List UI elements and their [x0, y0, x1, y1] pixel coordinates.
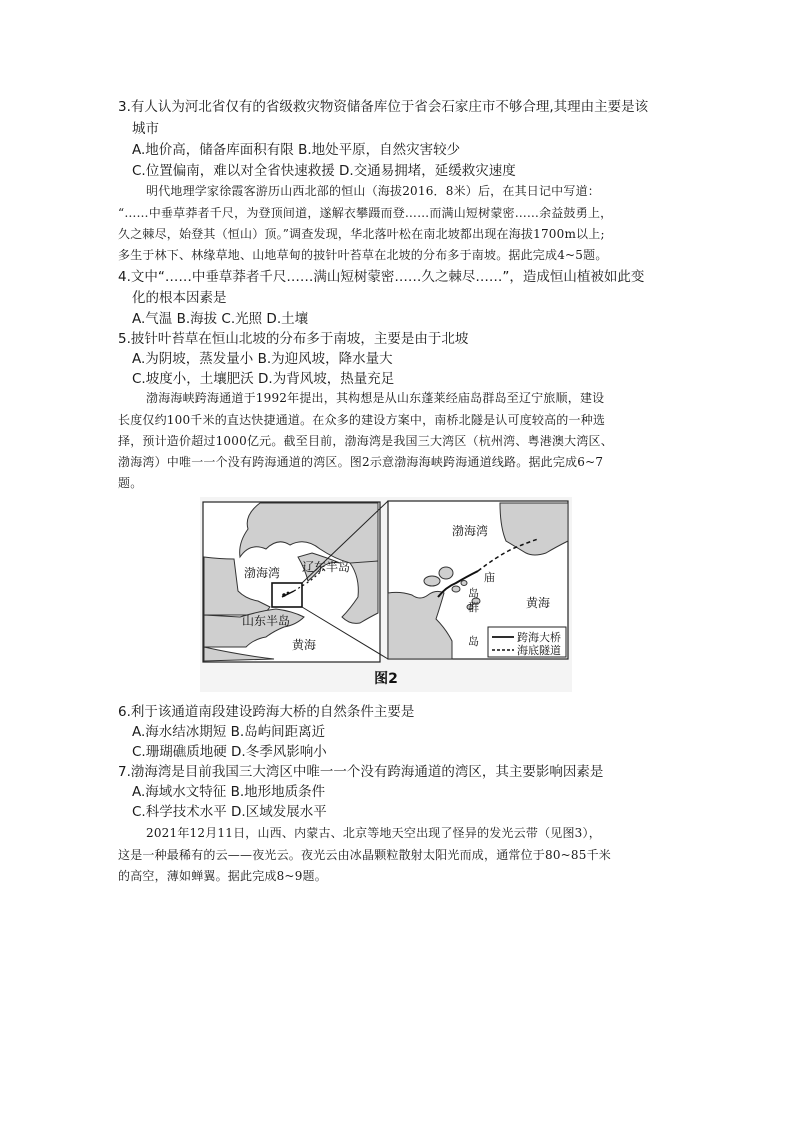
right-label-miao: 庙 [484, 571, 495, 584]
left-label-liaodong: 辽东半岛 [302, 560, 351, 574]
material-hengshan-line2: “……中垂草莽者千尺，为登顶间道，遂解衣攀蹑而登……而满山短树蒙密……余益鼓勇上， [118, 206, 613, 220]
q3-stem-line1: 3.有人认为河北省仅有的省级救灾物资储备库位于省会石家庄市不够合理,其理由主要是该 [118, 99, 649, 115]
right-map-panel [388, 501, 568, 659]
right-label-yellow-sea: 黄海 [526, 596, 551, 610]
material-cloud-line1: 2021年12月11日，山西、内蒙古、北京等地天空出现了怪异的发光云带（见图3）， [146, 826, 601, 840]
q5-stem: 5.披针叶苔草在恒山北坡的分布多于南坡，主要是由于北坡 [118, 331, 469, 347]
material-bohai-line4: 渤海湾）中唯一一个没有跨海通道的湾区。图2示意渤海海峡跨海通道线路。据此完成6~7 [118, 455, 604, 469]
material-bohai-line5: 题。 [118, 476, 143, 490]
right-label-dao2: 岛 [468, 635, 479, 648]
q4-options: A.气温 B.海拔 C.光照 D.土壤 [132, 311, 309, 327]
material-bohai-line1: 渤海海峡跨海通道于1992年提出，其构想是从山东蓬莱经庙岛群岛至辽宁旅顺，建设 [146, 391, 605, 405]
q3-options-cd: C.位置偏南，难以对全省快速救援 D.交通易拥堵，延缓救灾速度 [132, 163, 516, 179]
material-cloud-line2: 这是一种最稀有的云——夜光云。夜光云由冰晶颗粒散射太阳光而成，通常位于80~85千米 [118, 848, 611, 862]
q6-options-cd: C.珊瑚礁质地硬 D.冬季风影响小 [132, 744, 327, 760]
figure-caption: 图2 [374, 671, 398, 687]
material-bohai-line2: 长度仅约100千米的直达快捷通道。在众多的建设方案中，南桥北隧是认可度较高的一种选 [118, 413, 606, 427]
left-label-yellow-sea: 黄海 [292, 638, 317, 652]
q5-options-cd: C.坡度小，土壤肥沃 D.为背风坡，热量充足 [132, 371, 395, 387]
legend-bridge-label: 跨海大桥 [517, 631, 561, 644]
figure-2-map [200, 497, 572, 692]
q7-options-ab: A.海域水文特征 B.地形地质条件 [132, 784, 326, 800]
material-hengshan-line1: 明代地理学家徐霞客游历山西北部的恒山（海拔2016．8米）后，在其日记中写道： [146, 184, 600, 198]
q5-options-ab: A.为阴坡，蒸发量小 B.为迎风坡，降水量大 [132, 351, 393, 367]
q4-stem-line2: 化的根本因素是 [132, 290, 227, 306]
legend-tunnel-label: 海底隧道 [517, 644, 561, 657]
q4-stem-line1: 4.文中“……中垂草莽者千尺……满山短树蒙密……久之棘尽……”，造成恒山植被如此变 [118, 269, 645, 285]
right-label-qun: 群 [468, 601, 479, 614]
material-hengshan-line4: 多生于林下、林缘草地、山地草甸的披针叶苔草在北坡的分布多于南坡。据此完成4~5题。 [118, 248, 608, 262]
q3-stem-line2: 城市 [132, 121, 159, 137]
left-label-shandong: 山东半岛 [242, 614, 291, 628]
material-cloud-line3: 的高空，薄如蝉翼。据此完成8~9题。 [118, 869, 327, 883]
q3-options-ab: A.地价高，储备库面积有限 B.地处平原，自然灾害较少 [132, 142, 461, 158]
q6-stem: 6.利于该通道南段建设跨海大桥的自然条件主要是 [118, 704, 415, 720]
right-label-bohai-bay: 渤海湾 [452, 524, 489, 538]
material-bohai-line3: 择，预计造价超过1000亿元。截至目前，渤海湾是我国三大湾区（杭州湾、粤港澳大湾区、 [118, 434, 613, 448]
q7-options-cd: C.科学技术水平 D.区域发展水平 [132, 804, 327, 820]
q6-options-ab: A.海水结冰期短 B.岛屿间距离近 [132, 724, 326, 740]
right-label-dao: 岛 [468, 587, 479, 600]
q7-stem: 7.渤海湾是目前我国三大湾区中唯一一个没有跨海通道的湾区，其主要影响因素是 [118, 764, 604, 780]
left-label-bohai-bay: 渤海湾 [244, 566, 281, 580]
material-hengshan-line3: 久之棘尽，始登其（恒山）顶。”调查发现，华北落叶松在南北坡都出现在海拔1700m以上; [118, 227, 605, 241]
